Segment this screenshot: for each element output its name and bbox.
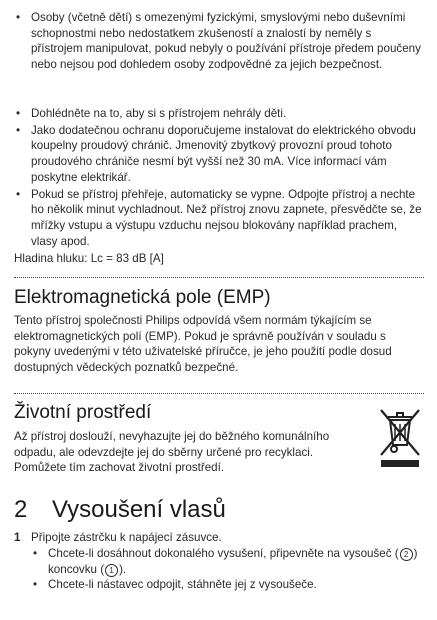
safety-bullet-text: Dohlédněte na to, aby si s přístrojem nehrály děti.	[31, 107, 287, 120]
step-sub-list	[31, 546, 421, 593]
sub-text-part: Chcete-li dosáhnout dokonalého vysušení, připevněte na vysoušeč (	[48, 547, 399, 560]
emf-heading: Elektromagnetická pole (EMP)	[14, 287, 271, 308]
bullet-icon: •	[33, 578, 38, 592]
sub-text-part: ).	[119, 562, 127, 576]
sub-text: Chcete-li nástavec odpojit, stáhněte jej z vysoušeče.	[48, 578, 317, 592]
list-item	[14, 106, 426, 122]
list-item	[14, 123, 426, 186]
safety-bullet-text: Osoby (včetně dětí) s omezenými fyzickými, smyslovými nebo duševními schopnostmi nebo nedostatkem zkušeností a znalostí by neměly s přístrojem manipulovat, pokud nebyly o používání přístroje předem poučeny nebo nejsou pod dohledem osoby zodpovědné za jejich bezpečnost.	[31, 11, 421, 72]
emf-paragraph: Tento přístroj společnosti Philips odpovídá všem normám týkajícím se elektromagnetických polí (EMP). Pokud je správně používán v souladu s pokyny uvedenými v této uživatelské příručce, je jeho použití podle dosud dostupných vědeckých poznatků bezpečné.	[14, 314, 392, 374]
safety-bullet-text: Jako dodatečnou ochranu doporučujeme instalovat do elektrického obvodu koupelny proudový chránič. Jmenovitý zbytkový provozní proud tohoto proudového chrániče nesmí být vyšší než 30 mA. Více informací vám poskytne elektrikář.	[31, 123, 416, 184]
crossed-out-wheelie-bin-icon	[377, 405, 423, 469]
part-reference-1: 1	[105, 564, 118, 577]
safety-bullet-text: Pokud se přístroj přehřeje, automaticky se vypne. Odpojte přístroj a nechte ho několik minut vychladnout. Než přístroj znovu zapnete, přesvědčte se, že mřížky vstupu a výstupu vzduchu nejsou blokovány například prachem, vlasy apod.	[31, 187, 422, 248]
list-item	[31, 546, 421, 577]
environment-heading: Životní prostředí	[14, 402, 152, 423]
part-reference-2: 2	[400, 548, 413, 561]
bullet-icon: •	[16, 187, 21, 201]
section-divider	[14, 277, 424, 278]
environment-paragraph: Až přístroj doslouží, nevyhazujte jej do běžného komunálního odpadu, ale odevzdejte jej do sběrny určené pro recyklaci. Pomůžete tím zachovat životní prostředí.	[14, 430, 330, 475]
section-divider	[14, 393, 424, 394]
bullet-icon: •	[16, 123, 21, 137]
safety-bullet-list	[14, 10, 426, 250]
noise-level-text: Hladina hluku: Lc = 83 dB [A]	[14, 252, 164, 265]
list-item	[14, 187, 426, 250]
section-number: 2	[14, 496, 28, 523]
step-text: Připojte zástrčku k napájecí zásuvce.	[31, 531, 222, 544]
bullet-icon: •	[33, 547, 38, 560]
sub-text-part: ) koncovku (	[48, 547, 418, 576]
bullet-icon: •	[16, 107, 21, 120]
bullet-icon: •	[16, 11, 21, 24]
list-item	[31, 577, 421, 593]
step-number: 1	[14, 531, 21, 544]
drying-heading: Vysoušení vlasů	[52, 496, 226, 523]
list-item	[14, 10, 426, 105]
